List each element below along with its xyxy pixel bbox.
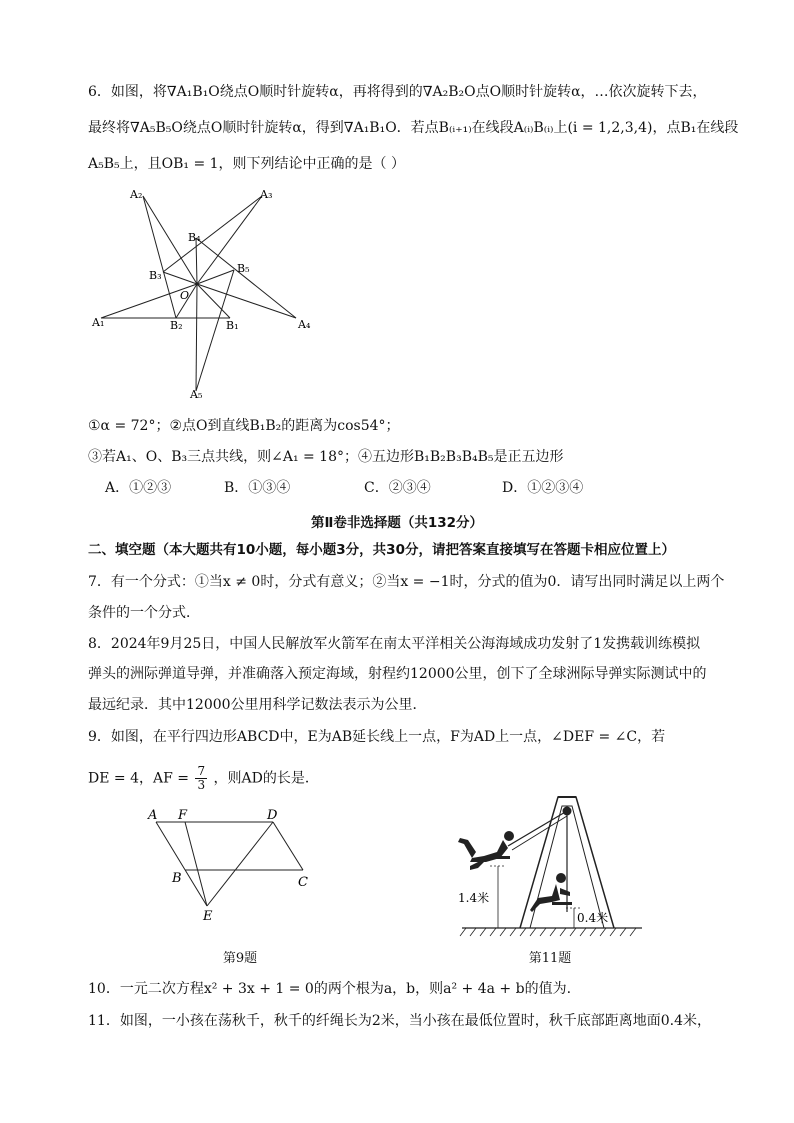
q10-line1: 10．一元二次方程x² + 3x + 1 = 0的两个根为a，b，则a² + 4a + b的值为.	[88, 981, 572, 997]
q7-line1: 7．有一个分式：①当x ≠ 0时，分式有意义；②当x = −1时，分式的值为0．请写出同时满足以上两个	[88, 574, 725, 590]
label-F: F	[178, 808, 188, 823]
label-A4: A₄	[298, 318, 311, 331]
label-E: E	[203, 909, 213, 924]
q9-line2-suffix: ，则AD的长是．	[213, 770, 319, 787]
label-B5: B₅	[237, 262, 250, 275]
q7-line2: 条件的一个分式．	[88, 605, 200, 621]
q11-line1: 11．如图，一小孩在荡秋千，秋千的纤绳长为2米，当小孩在最低位置时，秋千底部距离地面0.4米，	[88, 1013, 711, 1029]
label-B4: B₄	[188, 231, 201, 244]
part2-heading: 二、填空题（本大题共有10小题，每小题3分，共30分，请把答案直接填写在答题卡相应位置上）	[88, 542, 675, 558]
label-C: C	[298, 875, 308, 890]
q6-statement2: ③若A₁、O、B₃三点共线，则∠A₁ = 18°；④五边形B₁B₂B₃B₄B₅是正五边形	[88, 449, 564, 465]
q6-statement1: ①α = 72°；②点O到直线B₁B₂的距离为cos54°；	[88, 418, 400, 434]
q9-fraction-numerator: 7	[197, 764, 206, 778]
q9-fraction	[195, 765, 207, 792]
label-B1: B₁	[226, 319, 239, 332]
q9-fraction-denominator: 3	[197, 778, 206, 792]
q11-swing-figure	[450, 788, 650, 938]
label-B3: B₃	[149, 269, 162, 282]
label-B: B	[172, 871, 182, 886]
q11-caption: 第11题	[528, 951, 572, 966]
q6-line2: 最终将∇A₅B₅O绕点O顺时针旋转α，得到∇A₁B₁O．若点B₍ᵢ₊₁₎在线段A₍ᵢ₎B₍ᵢ₎上(i = 1,2,3,4)，点B₁在线段	[88, 120, 739, 136]
label-B2: B₂	[170, 319, 183, 332]
q8-line1: 8．2024年9月25日，中国人民解放军火箭军在南太平洋相关公海海域成功发射了1发携载训练模拟	[88, 636, 701, 652]
child-lowest	[530, 873, 572, 912]
q6-choice-a: A．①②③	[105, 480, 172, 496]
q9-parallelogram-figure	[140, 805, 320, 925]
q9-caption: 第9题	[222, 951, 258, 966]
q8-line2: 弹头的洲际弹道导弹，并准确落入预定海域，射程约12000公里，创下了全球洲际导弹实际测试中的	[88, 666, 707, 682]
label-D: D	[267, 808, 278, 823]
label-ground-distance: 0.4米	[577, 911, 609, 925]
q6-choice-b: B．①③④	[224, 480, 291, 496]
q6-choice-c: C．②③④	[364, 480, 431, 496]
child-raised	[458, 831, 514, 870]
label-A5: A₅	[190, 388, 203, 400]
label-A2: A₂	[130, 188, 143, 201]
q9-line1: 9．如图，在平行四边形ABCD中，E为AB延长线上一点，F为AD上一点，∠DEF = ∠C，若	[88, 729, 666, 745]
section-title: 第Ⅱ卷非选择题（共132分）	[310, 515, 484, 531]
label-A3: A₃	[260, 188, 273, 201]
q6-pentagram-figure	[80, 185, 320, 400]
label-A: A	[148, 808, 158, 823]
label-O: O	[180, 289, 190, 302]
q6-line3: A₅B₅上，且OB₁ = 1，则下列结论中正确的是（ ）	[88, 156, 405, 172]
q6-line1: 6．如图，将∇A₁B₁O绕点O顺时针旋转α，再将得到的∇A₂B₂O点O顺时针旋转α，…依次旋转下去，	[88, 84, 707, 100]
q8-line3: 最远纪录．其中12000公里用科学记数法表示为公里．	[88, 697, 427, 713]
label-A1: A₁	[92, 316, 105, 329]
q6-choice-d: D．①②③④	[502, 480, 584, 496]
label-height: 1.4米	[458, 891, 490, 905]
ground-hatch	[460, 928, 636, 936]
q9-line2-prefix: DE = 4，AF =	[88, 770, 189, 787]
